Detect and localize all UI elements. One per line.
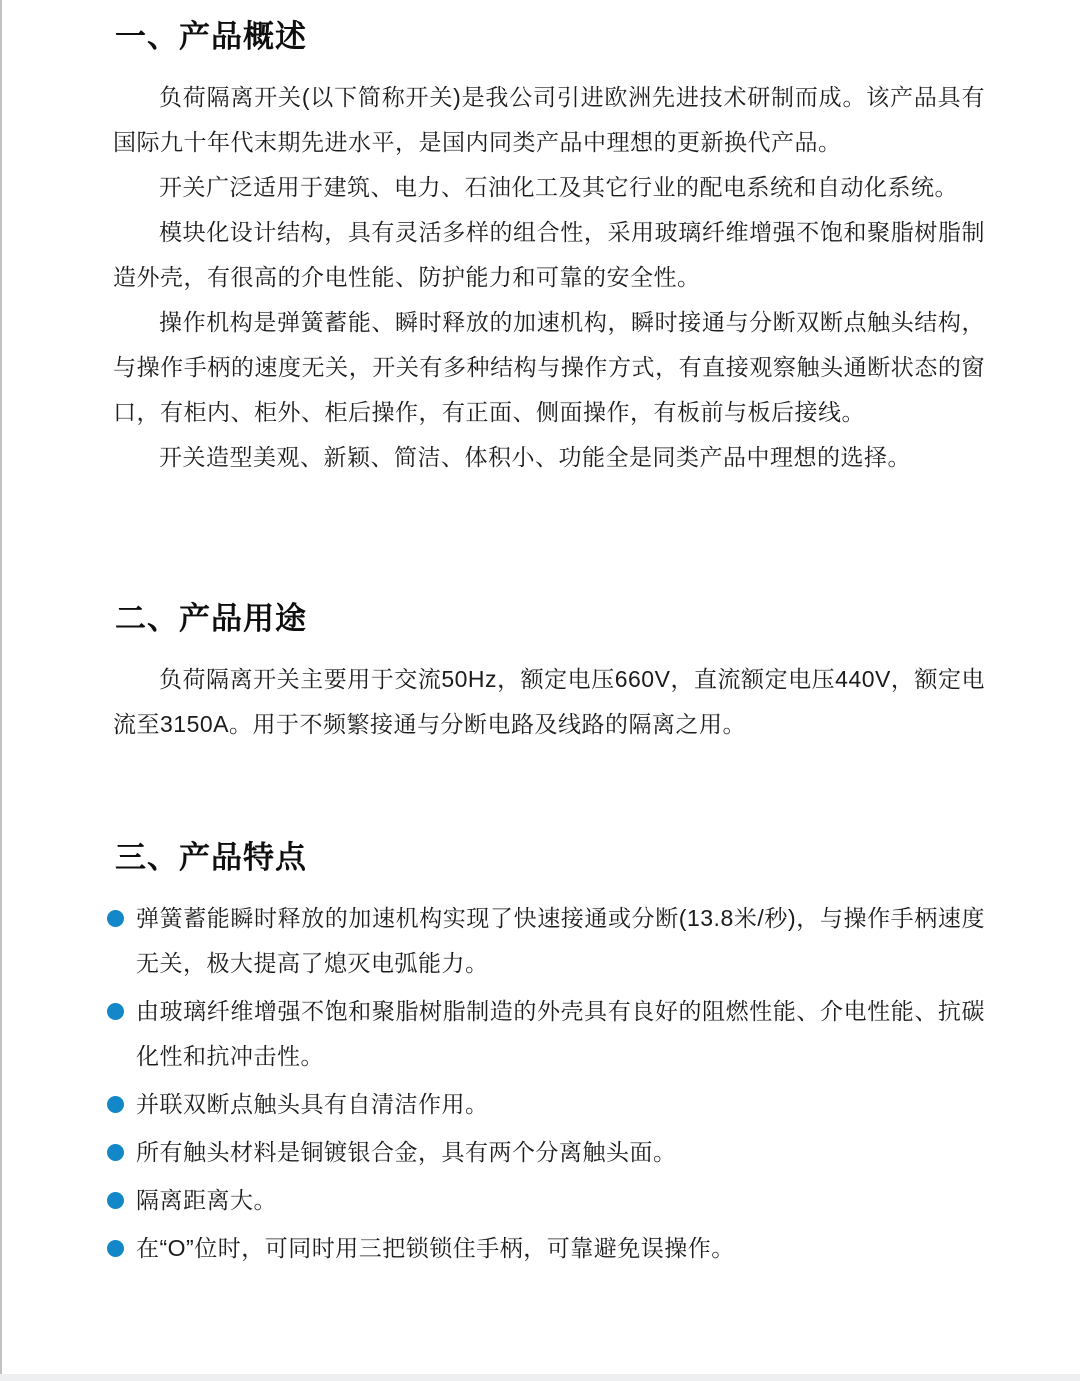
bullet-dot-icon bbox=[107, 1240, 124, 1257]
section-1-body bbox=[113, 75, 985, 480]
list-item bbox=[107, 1082, 985, 1127]
paragraph: 负荷隔离开关主要用于交流50Hz，额定电压660V，直流额定电压440V，额定电流至3150A。用于不频繁接通与分断电路及线路的隔离之用。 bbox=[113, 666, 985, 737]
paragraph: 开关广泛适用于建筑、电力、石油化工及其它行业的配电系统和自动化系统。 bbox=[159, 174, 958, 200]
paragraph: 模块化设计结构，具有灵活多样的组合性，采用玻璃纤维增强不饱和聚脂树脂制造外壳，有很高的介电性能、防护能力和可靠的安全性。 bbox=[113, 219, 985, 290]
section-product-features bbox=[113, 837, 985, 1271]
list-item bbox=[107, 1226, 985, 1271]
bullet-dot-icon bbox=[107, 1144, 124, 1161]
paragraph: 负荷隔离开关(以下简称开关)是我公司引进欧洲先进技术研制而成。该产品具有国际九十年代末期先进水平，是国内同类产品中理想的更新换代产品。 bbox=[113, 84, 985, 155]
list-item bbox=[107, 896, 985, 986]
feature-text: 在“O”位时，可同时用三把锁锁住手柄，可靠避免误操作。 bbox=[136, 1235, 735, 1261]
feature-list bbox=[113, 896, 985, 1271]
section-3-title: 三、产品特点 bbox=[115, 840, 307, 875]
section-2-title: 二、产品用途 bbox=[115, 601, 307, 636]
paragraph: 操作机构是弹簧蓄能、瞬时释放的加速机构，瞬时接通与分断双断点触头结构，与操作手柄的速度无关，开关有多种结构与操作方式，有直接观察触头通断状态的窗口，有柜内、柜外、柜后操作，有正面、侧面操作，有板前与板后接线。 bbox=[113, 309, 985, 425]
bullet-dot-icon bbox=[107, 1003, 124, 1020]
list-item bbox=[107, 1178, 985, 1223]
feature-text: 隔离距离大。 bbox=[136, 1187, 277, 1213]
section-product-overview bbox=[113, 16, 985, 480]
scan-left-edge bbox=[0, 0, 2, 1381]
paragraph: 开关造型美观、新颖、简洁、体积小、功能全是同类产品中理想的选择。 bbox=[159, 444, 911, 470]
bullet-dot-icon bbox=[107, 1192, 124, 1209]
section-2-body bbox=[113, 657, 985, 747]
section-1-title: 一、产品概述 bbox=[115, 19, 307, 54]
list-item bbox=[107, 1130, 985, 1175]
bullet-dot-icon bbox=[107, 1096, 124, 1113]
feature-text: 并联双断点触头具有自清洁作用。 bbox=[136, 1091, 489, 1117]
section-product-usage bbox=[113, 598, 985, 747]
bullet-dot-icon bbox=[107, 910, 124, 927]
feature-text: 由玻璃纤维增强不饱和聚脂树脂制造的外壳具有良好的阻燃性能、介电性能、抗碳化性和抗冲击性。 bbox=[136, 998, 985, 1069]
scan-bottom-edge bbox=[0, 1374, 1080, 1381]
list-item bbox=[107, 989, 985, 1079]
feature-text: 所有触头材料是铜镀银合金，具有两个分离触头面。 bbox=[136, 1139, 677, 1165]
section-gap bbox=[113, 480, 985, 598]
section-gap bbox=[113, 747, 985, 837]
feature-text: 弹簧蓄能瞬时释放的加速机构实现了快速接通或分断(13.8米/秒)，与操作手柄速度无关，极大提高了熄灭电弧能力。 bbox=[136, 905, 985, 976]
